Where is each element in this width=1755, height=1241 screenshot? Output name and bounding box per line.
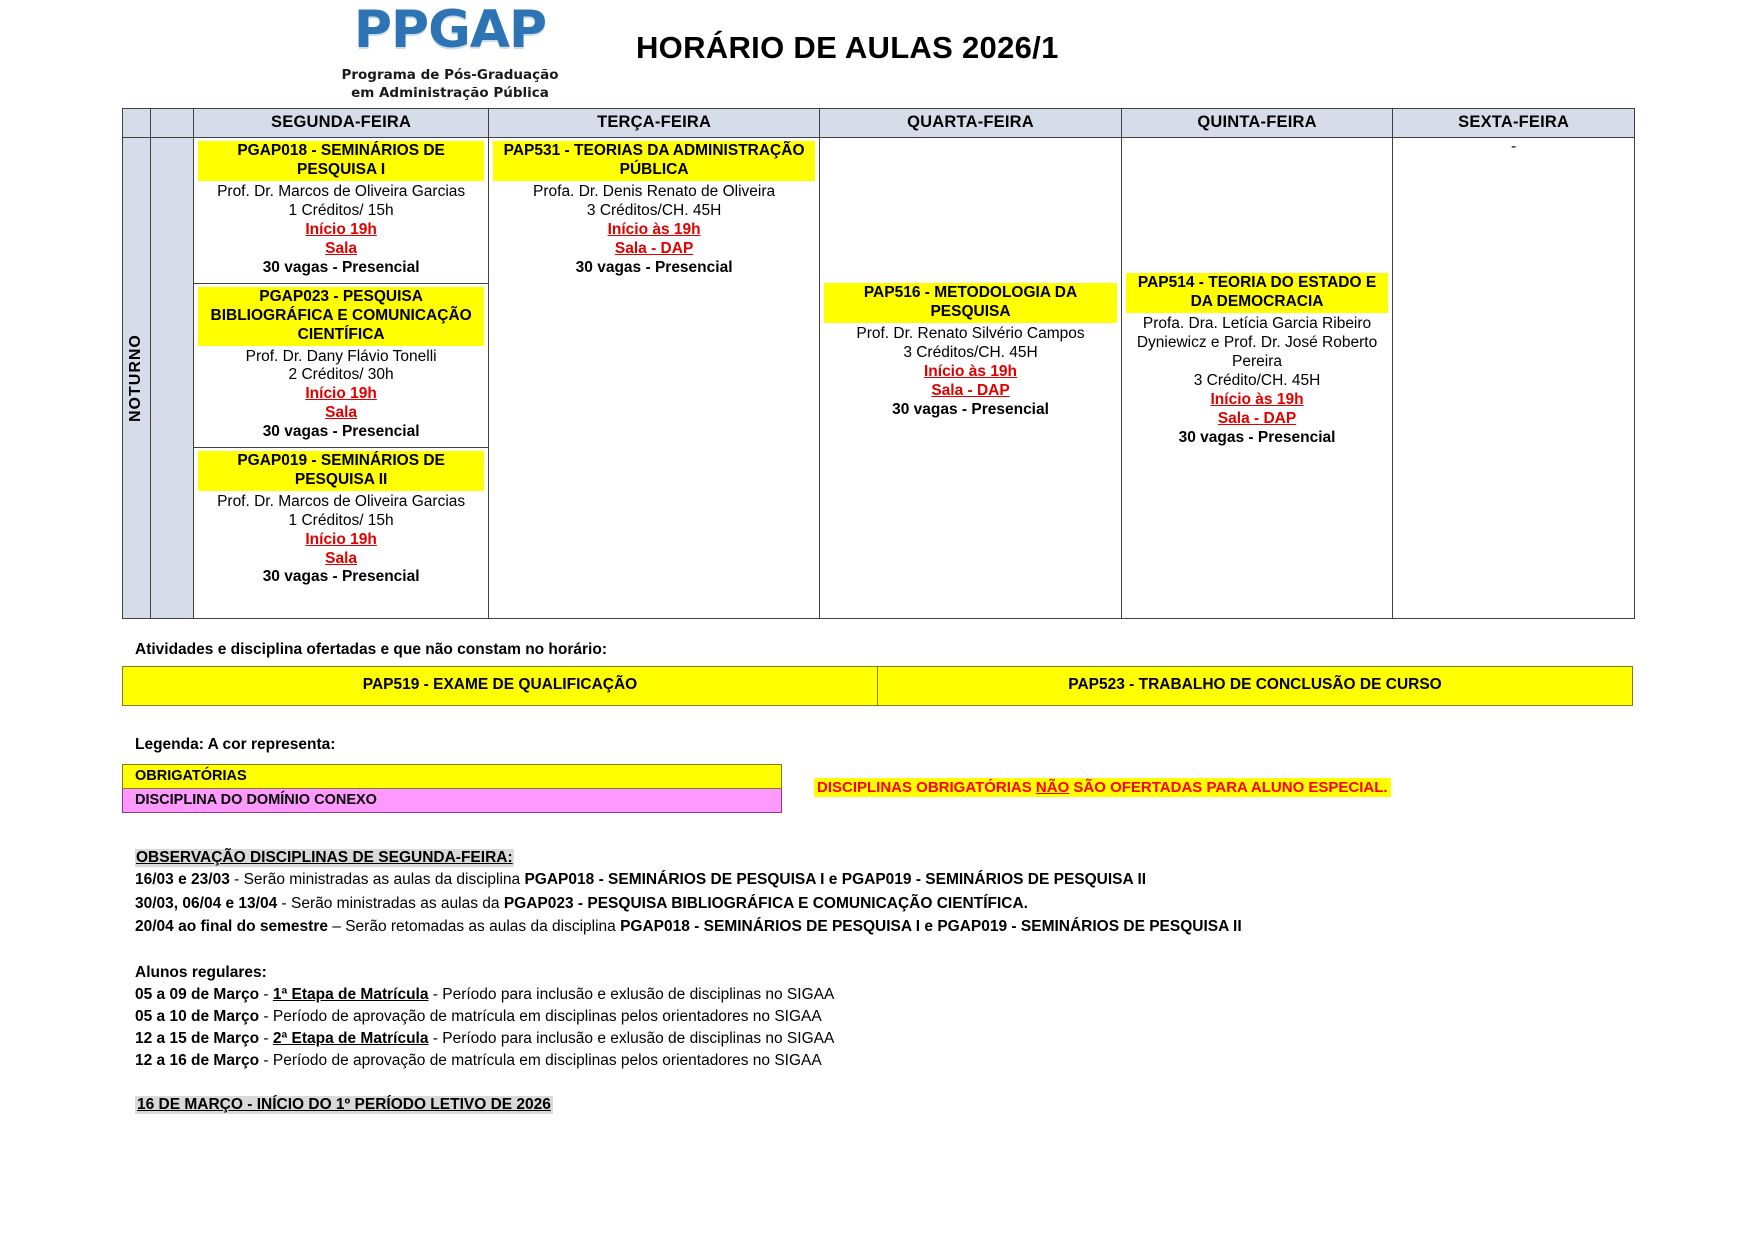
logo-subtitle-line2: em Administração Pública: [351, 85, 549, 102]
student-row-rest: - Período para inclusão e exlusão de disciplinas no SIGAA: [428, 1029, 835, 1047]
course-name: PGAP018 - SEMINÁRIOS DE PESQUISA I: [198, 141, 484, 181]
list-item: [135, 1006, 1755, 1028]
student-row-emphasis: 1ª Etapa de Matrícula: [272, 985, 429, 1003]
logo-subtitle: [300, 66, 600, 102]
course-name: PAP531 - TEORIAS DA ADMINISTRAÇÃO PÚBLICA: [493, 141, 815, 181]
observation-1-date: 16/03 e 23/03: [135, 871, 230, 889]
document-header: [0, 0, 1755, 108]
course-seats: 30 vagas - Presencial: [892, 400, 1049, 418]
schedule-section: [0, 108, 1755, 619]
day-header-wednesday: QUARTA-FEIRA: [820, 109, 1121, 138]
day-cell-thursday: [1121, 138, 1393, 619]
final-note: 16 DE MARÇO - INÍCIO DO 1º PERÍODO LETIVO DE 2026: [137, 1095, 551, 1113]
legend-boxes: [122, 764, 782, 813]
schedule-body-row: [123, 138, 1635, 619]
observations-heading-wrap: [135, 849, 1635, 867]
course-start-time: Início 19h: [305, 530, 377, 548]
legend-item-obrigatorias: OBRIGATÓRIAS: [122, 764, 782, 789]
page-title: HORÁRIO DE AULAS 2026/1: [636, 30, 1059, 65]
student-row-sep: -: [259, 1007, 273, 1025]
course-credits: 3 Crédito/CH. 45H: [1193, 371, 1321, 389]
course-room: Sala - DAP: [1217, 409, 1297, 427]
observations-section: [0, 849, 1755, 937]
student-row-date: 05 a 10 de Março: [135, 1007, 260, 1025]
course-professor: Prof. Dr. Dany Flávio Tonelli: [245, 347, 437, 365]
legend-title: Legenda: A cor representa:: [135, 736, 336, 754]
shift-label-noturno: [123, 138, 151, 619]
course-name: PGAP019 - SEMINÁRIOS DE PESQUISA II: [198, 451, 484, 491]
course-credits: 1 Créditos/ 15h: [288, 202, 394, 220]
legend-row: [0, 764, 1755, 813]
legend-item-dominio-conexo: DISCIPLINA DO DOMÍNIO CONEXO: [122, 789, 782, 813]
course-credits: 1 Créditos/ 15h: [288, 511, 394, 529]
student-row-sep: -: [259, 985, 273, 1003]
extra-activities-section: [0, 666, 1755, 706]
shift-label-text: NOTURNO: [127, 334, 145, 423]
students-section: [0, 964, 1755, 1072]
course-card[interactable]: [194, 283, 488, 447]
observation-3-mid: – Serão retomadas as aulas da disciplina: [327, 918, 621, 936]
course-credits: 2 Créditos/ 30h: [288, 366, 394, 384]
day-header-monday: SEGUNDA-FEIRA: [194, 109, 489, 138]
list-item: [135, 984, 1755, 1006]
course-seats: 30 vagas - Presencial: [262, 568, 420, 586]
observation-2-mid: - Serão ministradas as aulas da: [277, 894, 504, 912]
observation-line-1: [135, 870, 1635, 890]
legend-warning-part2: SÃO OFERTADAS PARA ALUNO ESPECIAL.: [1069, 779, 1388, 797]
legend-warning-part1: DISCIPLINAS OBRIGATÓRIAS: [817, 779, 1036, 797]
table-row: [123, 667, 1633, 706]
observation-1-mid: - Serão ministradas as aulas da disciplina: [229, 871, 525, 889]
day-header-tuesday: TERÇA-FEIRA: [488, 109, 819, 138]
student-row-date: 12 a 16 de Março: [135, 1051, 260, 1069]
day-cell-friday: [1393, 138, 1635, 619]
student-row-sep: -: [259, 1029, 273, 1047]
course-professor: Prof. Dr. Renato Silvério Campos: [856, 325, 1085, 343]
course-room: Sala - DAP: [614, 239, 694, 257]
course-room: Sala: [325, 239, 358, 257]
course-card[interactable]: [820, 280, 1120, 424]
student-row-rest: - Período para inclusão e exlusão de disciplinas no SIGAA: [428, 985, 835, 1003]
day-cell-monday: [194, 138, 489, 619]
course-room: Sala: [325, 549, 358, 567]
course-seats: 30 vagas - Presencial: [262, 258, 420, 276]
course-name: PAP514 - TEORIA DO ESTADO E DA DEMOCRACIA: [1126, 273, 1389, 313]
course-room: Sala: [325, 404, 358, 422]
corner-cell-a: [123, 109, 151, 138]
student-row-emphasis: 2ª Etapa de Matrícula: [272, 1029, 429, 1047]
course-name: PGAP023 - PESQUISA BIBLIOGRÁFICA E COMUNICAÇÃO CIENTÍFICA: [198, 287, 484, 346]
course-card[interactable]: [1122, 270, 1393, 452]
observation-1-courses: PGAP018 - SEMINÁRIOS DE PESQUISA I e PGAP019 - SEMINÁRIOS DE PESQUISA II: [524, 871, 1147, 889]
student-row-date: 05 a 09 de Março: [135, 985, 260, 1003]
extra-activity-qualificacao[interactable]: PAP519 - EXAME DE QUALIFICAÇÃO: [123, 667, 878, 706]
course-credits: 3 Créditos/CH. 45H: [586, 202, 722, 220]
course-name: PAP516 - METODOLOGIA DA PESQUISA: [824, 283, 1116, 323]
course-start-time: Início às 19h: [923, 363, 1018, 381]
course-professor: Profa. Dra. Letícia Garcia Ribeiro Dyniewicz e Prof. Dr. José Roberto Pereira: [1136, 315, 1378, 371]
schedule-table: [122, 108, 1635, 619]
extra-activities-note: Atividades e disciplina ofertadas e que não constam no horário:: [135, 641, 607, 659]
student-row-rest: Período de aprovação de matrícula em disciplinas pelos orientadores no SIGAA: [272, 1007, 822, 1025]
day-cell-wednesday: [820, 138, 1121, 619]
course-start-time: Início 19h: [305, 385, 377, 403]
observation-line-3: [135, 917, 1635, 937]
corner-cell-b: [150, 109, 194, 138]
extra-activities-table: [122, 666, 1633, 706]
logo-subtitle-line1: Programa de Pós-Graduação: [341, 67, 559, 83]
course-card[interactable]: [194, 447, 488, 592]
observation-line-2: [135, 894, 1635, 914]
course-start-time: Início às 19h: [607, 221, 701, 239]
observations-heading: OBSERVAÇÃO DISCIPLINAS DE SEGUNDA-FEIRA:: [136, 849, 513, 867]
schedule-header-row: [123, 109, 1635, 138]
extra-activity-tcc[interactable]: PAP523 - TRABALHO DE CONCLUSÃO DE CURSO: [878, 667, 1633, 706]
course-professor: Prof. Dr. Marcos de Oliveira Garcias: [217, 492, 466, 510]
course-professor: Profa. Dr. Denis Renato de Oliveira: [533, 183, 776, 201]
legend-warning-emphasis: NÃO: [1035, 779, 1070, 797]
day-header-friday: SEXTA-FEIRA: [1393, 109, 1635, 138]
student-row-rest: Período de aprovação de matrícula em disciplinas pelos orientadores no SIGAA: [272, 1051, 822, 1069]
spacer-cell: [150, 138, 194, 619]
student-row-sep: -: [259, 1051, 273, 1069]
legend-warning: [814, 778, 1391, 797]
day-cell-tuesday: [488, 138, 819, 619]
logo-wordmark: PPGAP: [353, 0, 547, 60]
course-seats: 30 vagas - Presencial: [1178, 428, 1336, 446]
course-seats: 30 vagas - Presencial: [262, 423, 420, 441]
course-room: Sala - DAP: [931, 381, 1010, 399]
course-card[interactable]: [489, 138, 819, 282]
ppgap-logo: [300, 0, 600, 102]
observation-2-courses: PGAP023 - PESQUISA BIBLIOGRÁFICA E COMUNICAÇÃO CIENTÍFICA.: [503, 894, 1028, 912]
student-row-date: 12 a 15 de Março: [135, 1029, 260, 1047]
course-card[interactable]: [194, 138, 488, 282]
course-credits: 3 Créditos/CH. 45H: [903, 344, 1038, 362]
course-professor: Prof. Dr. Marcos de Oliveira Garcias: [217, 183, 466, 201]
course-seats: 30 vagas - Presencial: [575, 258, 733, 276]
day-header-thursday: QUINTA-FEIRA: [1121, 109, 1393, 138]
friday-empty-marker: -: [1510, 138, 1517, 156]
observation-2-date: 30/03, 06/04 e 13/04: [135, 894, 278, 912]
observation-3-date: 20/04 ao final do semestre: [135, 918, 328, 936]
observation-3-courses: PGAP018 - SEMINÁRIOS DE PESQUISA I e PGAP019 - SEMINÁRIOS DE PESQUISA II: [620, 918, 1242, 936]
course-start-time: Início às 19h: [1210, 390, 1304, 408]
list-item: [135, 1050, 1755, 1072]
list-item: [135, 1028, 1755, 1050]
students-title: Alunos regulares:: [135, 963, 267, 981]
course-start-time: Início 19h: [305, 221, 377, 239]
